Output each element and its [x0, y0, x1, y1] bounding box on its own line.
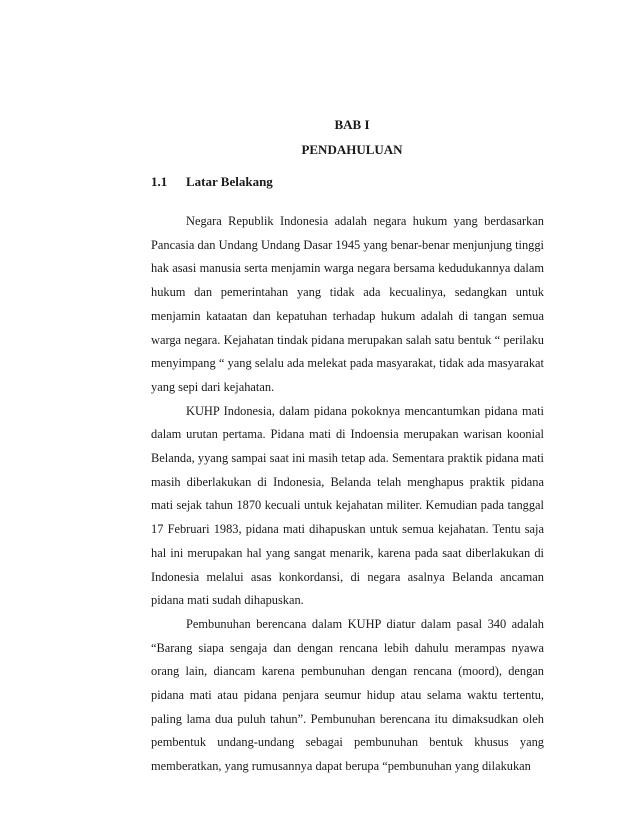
chapter-title: PENDAHULUAN [301, 142, 403, 157]
chapter-number: BAB I [334, 117, 370, 132]
section-number: 1.1 [151, 174, 168, 189]
body-text [151, 210, 544, 779]
section-title: Latar Belakang [186, 174, 273, 189]
section-heading [151, 174, 273, 190]
paragraph-3: Pembunuhan berencana dalam KUHP diatur dalam pasal 340 adalah “Barang siapa sengaja dan dengan rencana lebih dahulu merampas nyawa orang lain, diancam karena pembunuhan dengan rencana (moord), dengan pidana mati atau pidana penjara seumur hidup atau selama waktu tertentu, paling lama dua puluh tahun”. Pembunuhan berencana itu dimaksudkan oleh pembentuk undang-undang sebagai pembunuhan bentuk khusus yang memberatkan, yang rumusannya dapat berupa “pembunuhan yang dilakukan [151, 616, 544, 774]
paragraph-1: Negara Republik Indonesia adalah negara hukum yang berdasarkan Pancasia dan Undang Undang Dasar 1945 yang benar-benar menjunjung tinggi hak asasi manusia serta menjamin warga negara bersama kedudukannya dalam hukum dan pemerintahan yang tidak ada kecualinya, sedangkan untuk menjamin kataatan dan kepatuhan terhadap hukum adalah di tangan semua warga negara. Kejahatan tindak pidana merupakan salah satu bentuk “ perilaku menyimpang “ yang selalu ada melekat pada masyarakat, tidak ada masyarakat yang sepi dari kejahatan. [151, 214, 544, 394]
chapter-heading [0, 117, 638, 167]
paragraph-2: KUHP Indonesia, dalam pidana pokoknya mencantumkan pidana mati dalam urutan pertama. Pidana mati di Indoensia merupakan warisan koonial Belanda, yyang sampai saat ini masih tetap ada. Sementara praktik pidana mati masih diberlakukan di Indonesia, Belanda telah menghapus praktik pidana mati sejak tahun 1870 kecuali untuk kejahatan militer. Kemudian pada tanggal 17 Februari 1983, pidana mati dihapuskan untuk semua kejahatan. Tentu saja hal ini merupakan hal yang sangat menarik, karena pada saat diberlakukan di Indonesia melalui asas konkordansi, di negara asalnya Belanda ancaman pidana mati sudah dihapuskan. [151, 403, 544, 608]
